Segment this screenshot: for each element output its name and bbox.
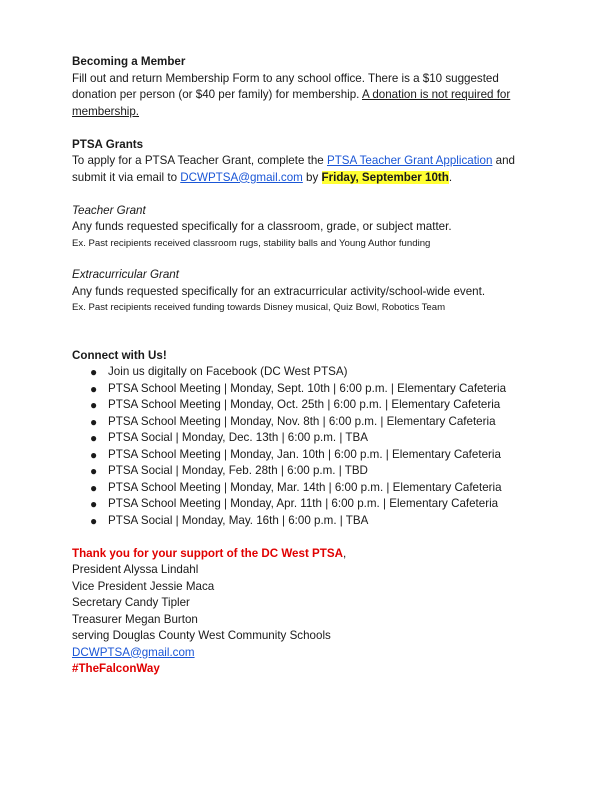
list-item [90,430,542,447]
grant-deadline: Friday, September 10th [321,170,449,184]
grants-text-4: . [448,170,453,184]
treasurer-line: Treasurer Megan Burton [72,612,198,626]
grants-text-2: and submit it via email to [72,154,515,184]
bullet-icon: ● [90,513,98,528]
list-item-text: PTSA Social | Monday, May. 16th | 6:00 p.m. | TBA [108,513,369,527]
document-page [72,54,542,678]
list-item [90,447,542,464]
event-list [72,364,542,529]
teacher-grant-desc: Any funds requested specifically for a classroom, grade, or subject matter. [72,220,452,233]
list-item-text: PTSA School Meeting | Monday, Nov. 8th | 6:00 p.m. | Elementary Cafeteria [108,414,496,428]
closing-email-link[interactable]: DCWPTSA@gmail.com [72,645,195,659]
grants-email-link[interactable]: DCWPTSA@gmail.com [180,170,303,184]
thanks-comma: , [342,546,347,560]
thanks-line [72,546,542,563]
connect-section [72,348,542,530]
membership-text: Fill out and return Membership Form to any school office. There is a $10 suggested donation per person (or $40 per family) for membership. [72,71,499,101]
list-item [90,480,542,497]
bullet-icon: ● [90,398,98,412]
thanks-text: Thank you for your support of the DC West PTSA [72,546,343,560]
grant-application-link[interactable]: PTSA Teacher Grant Application [326,154,493,167]
list-item-text: PTSA Social | Monday, Feb. 28th | 6:00 p.m. | TBD [108,464,368,477]
teacher-grant-example: Ex. Past recipients received classroom rugs, stability balls and Young Author funding [72,237,431,249]
membership-section [72,54,542,120]
list-item [90,496,542,513]
bullet-icon: ● [90,365,98,379]
extracurricular-grant-desc: Any funds requested specifically for an extracurricular activity/school-wide event. [72,284,486,298]
bullet-icon: ● [90,464,98,478]
list-item-text: PTSA School Meeting | Monday, Oct. 25th | 6:00 p.m. | Elementary Cafeteria [108,398,501,411]
list-item-text: Join us digitally on Facebook (DC West PTSA) [108,365,348,378]
closing-section [72,546,542,678]
list-item [90,364,542,381]
closing-email-line [72,645,542,662]
extracurricular-grant-section [72,267,542,315]
list-item-text: PTSA School Meeting | Monday, Jan. 10th | 6:00 p.m. | Elementary Cafeteria [108,447,501,461]
vice-president-line: Vice President Jessie Maca [72,579,215,593]
list-item [90,414,542,431]
membership-paragraph [72,71,542,121]
membership-heading: Becoming a Member [72,55,186,68]
grants-section [72,137,542,187]
bullet-icon: ● [90,414,98,429]
connect-heading: Connect with Us! [72,348,167,362]
president-line: President Alyssa Lindahl [72,563,199,576]
extracurricular-grant-title: Extracurricular Grant [72,268,179,281]
secretary-line: Secretary Candy Tipler [72,596,190,609]
hashtag: #TheFalconWay [72,662,160,675]
bullet-icon: ● [90,447,98,462]
list-item-text: PTSA School Meeting | Monday, Apr. 11th | 6:00 p.m. | Elementary Cafeteria [108,497,499,510]
grants-paragraph [72,153,542,186]
spacer [72,332,542,348]
list-item-text: PTSA Social | Monday, Dec. 13th | 6:00 p.m. | TBA [108,431,368,444]
teacher-grant-section [72,203,542,251]
teacher-grant-title: Teacher Grant [72,203,146,217]
grants-heading: PTSA Grants [72,137,144,151]
list-item-text: PTSA School Meeting | Monday, Mar. 14th | 6:00 p.m. | Elementary Cafeteria [108,480,502,494]
list-item-text: PTSA School Meeting | Monday, Sept. 10th | 6:00 p.m. | Elementary Cafeteria [108,381,507,395]
list-item [90,381,542,398]
membership-donation-note: A donation is not required for membership. [72,88,511,118]
bullet-icon: ● [90,431,98,445]
serving-line: serving Douglas County West Community Schools [72,629,331,642]
grants-text-1: To apply for a PTSA Teacher Grant, complete the [72,154,327,167]
bullet-icon: ● [90,381,98,396]
list-item [90,397,542,414]
bullet-icon: ● [90,497,98,511]
list-item [90,513,542,530]
extracurricular-grant-example: Ex. Past recipients received funding towards Disney musical, Quiz Bowl, Robotics Team [72,302,446,313]
bullet-icon: ● [90,480,98,495]
grants-text-3: by [302,170,322,184]
list-item [90,463,542,480]
